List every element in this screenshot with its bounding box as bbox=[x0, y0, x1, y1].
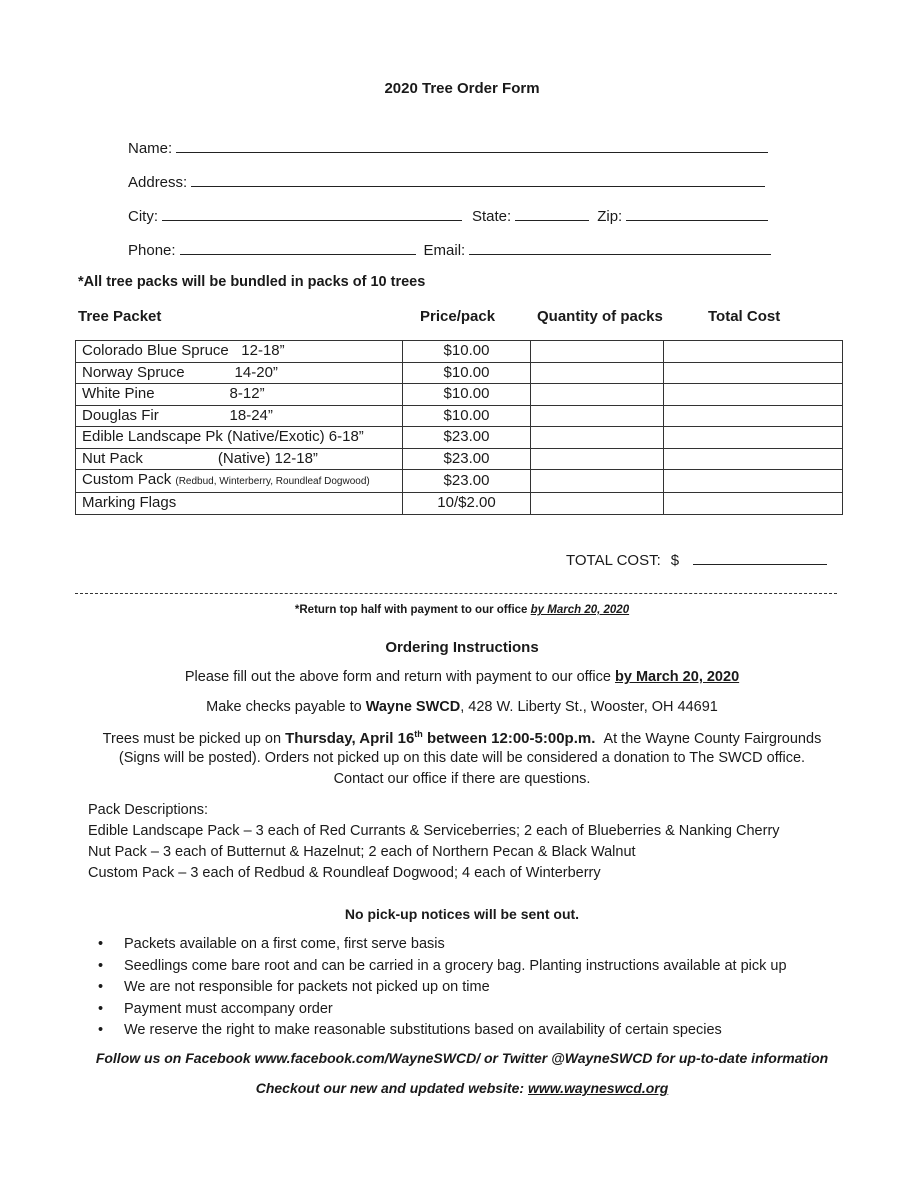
tree-packet-cell: Douglas Fir 18-24” bbox=[76, 405, 403, 427]
pickup-day-text: Thursday, April 16 bbox=[285, 730, 415, 747]
total-cost-cell[interactable] bbox=[664, 341, 843, 363]
price-cell: $10.00 bbox=[403, 362, 531, 384]
pack-descriptions bbox=[88, 800, 780, 884]
pack-description-item: Custom Pack – 3 each of Redbud & Roundleaf Dogwood; 4 each of Winterberry bbox=[88, 865, 601, 881]
website-line bbox=[0, 1080, 924, 1096]
price-cell: $23.00 bbox=[403, 427, 531, 449]
header-total-cost: Total Cost bbox=[708, 308, 781, 325]
ordering-instructions-heading: Ordering Instructions bbox=[385, 639, 539, 656]
total-cost-field[interactable] bbox=[693, 550, 827, 565]
total-cost-cell[interactable] bbox=[664, 493, 843, 515]
ordering-line-2 bbox=[0, 699, 924, 715]
bundle-note: *All tree packs will be bundled in packs of 10 trees bbox=[78, 274, 426, 290]
table-row bbox=[76, 341, 843, 363]
tree-packet-cell: Edible Landscape Pk (Native/Exotic) 6-18” bbox=[76, 427, 403, 449]
ordering-line-2-text: Make checks payable to bbox=[206, 699, 362, 715]
total-cost-label: TOTAL COST: bbox=[566, 552, 661, 569]
address-row bbox=[128, 172, 765, 191]
pickup-location: At the Wayne County Fairgrounds bbox=[603, 731, 822, 747]
total-cost-cell[interactable] bbox=[664, 470, 843, 493]
list-item-text: Seedlings come bare root and can be carried in a grocery bag. Planting instructions available at pick up bbox=[124, 957, 787, 974]
pack-description-item: Edible Landscape Pack – 3 each of Red Currants & Serviceberries; 2 each of Blueberries & Nanking Cherry bbox=[88, 823, 780, 839]
ordering-deadline: by March 20, 2020 bbox=[615, 669, 740, 685]
return-note-date: by March 20, 2020 bbox=[530, 604, 630, 616]
pack-descriptions-heading: Pack Descriptions: bbox=[88, 802, 209, 818]
price-cell: $10.00 bbox=[403, 341, 531, 363]
price-cell: $10.00 bbox=[403, 405, 531, 427]
quantity-cell[interactable] bbox=[531, 341, 664, 363]
table-row bbox=[76, 448, 843, 470]
list-item-text: We are not responsible for packets not picked up on time bbox=[124, 979, 490, 995]
name-row bbox=[128, 138, 768, 157]
city-label: City: bbox=[128, 208, 158, 225]
list-item-text: Payment must accompany order bbox=[124, 1000, 333, 1017]
list-item-text: Packets available on a first come, first serve basis bbox=[124, 936, 445, 952]
return-note bbox=[0, 604, 924, 616]
total-cost-cell[interactable] bbox=[664, 427, 843, 449]
ordering-line-1 bbox=[0, 669, 924, 685]
pickup-time: between 12:00-5:00p.m. bbox=[426, 730, 596, 747]
state-field[interactable] bbox=[515, 206, 589, 221]
tree-packet-name: Custom Pack bbox=[82, 471, 172, 488]
total-cost-currency: $ bbox=[670, 552, 680, 569]
table-row bbox=[76, 362, 843, 384]
bullet-icon: • bbox=[98, 1022, 104, 1038]
list-item bbox=[98, 1020, 787, 1042]
address-field[interactable] bbox=[191, 172, 765, 187]
table-row bbox=[76, 470, 843, 493]
policy-list bbox=[98, 934, 787, 1042]
no-pickup-notice: No pick-up notices will be sent out. bbox=[344, 906, 580, 922]
state-label: State: bbox=[472, 208, 512, 225]
website-text: Checkout our new and updated website: bbox=[255, 1080, 525, 1096]
tree-packet-cell: Colorado Blue Spruce 12-18” bbox=[76, 341, 403, 363]
name-label: Name: bbox=[128, 140, 173, 157]
ordering-line-5: Contact our office if there are questions. bbox=[333, 771, 591, 787]
total-cost-cell[interactable] bbox=[664, 384, 843, 406]
header-tree-packet: Tree Packet bbox=[78, 308, 162, 325]
table-row bbox=[76, 384, 843, 406]
return-note-text: *Return top half with payment to our office bbox=[294, 604, 528, 616]
price-cell: $23.00 bbox=[403, 448, 531, 470]
list-item bbox=[98, 956, 787, 978]
phone-row bbox=[128, 240, 771, 259]
total-cost-cell[interactable] bbox=[664, 362, 843, 384]
email-field[interactable] bbox=[469, 240, 771, 255]
quantity-cell[interactable] bbox=[531, 427, 664, 449]
list-item bbox=[98, 977, 787, 999]
header-price: Price/pack bbox=[420, 308, 496, 325]
price-cell: 10/$2.00 bbox=[403, 493, 531, 515]
quantity-cell[interactable] bbox=[531, 493, 664, 515]
bullet-icon: • bbox=[98, 957, 104, 974]
price-cell: $10.00 bbox=[403, 384, 531, 406]
quantity-cell[interactable] bbox=[531, 384, 664, 406]
quantity-cell[interactable] bbox=[531, 448, 664, 470]
total-cost-cell[interactable] bbox=[664, 448, 843, 470]
city-row bbox=[128, 206, 768, 225]
pickup-day-suffix: th bbox=[414, 729, 423, 739]
list-item-text: We reserve the right to make reasonable substitutions based on availability of certain species bbox=[124, 1022, 722, 1038]
table-row bbox=[76, 405, 843, 427]
table-row bbox=[76, 493, 843, 515]
payee-address: , 428 W. Liberty St., Wooster, OH 44691 bbox=[460, 699, 718, 715]
zip-field[interactable] bbox=[626, 206, 768, 221]
social-follow-line: Follow us on Facebook www.facebook.com/WayneSWCD/ or Twitter @WayneSWCD for up-to-date information bbox=[95, 1050, 829, 1066]
quantity-cell[interactable] bbox=[531, 405, 664, 427]
tree-packet-cell bbox=[76, 470, 403, 493]
email-label: Email: bbox=[423, 242, 466, 259]
website-link[interactable]: www.wayneswcd.org bbox=[527, 1080, 669, 1096]
tree-packet-contents: (Redbud, Winterberry, Roundleaf Dogwood) bbox=[175, 476, 370, 487]
phone-field[interactable] bbox=[180, 240, 416, 255]
phone-label: Phone: bbox=[128, 242, 176, 259]
city-field[interactable] bbox=[162, 206, 462, 221]
pickup-day bbox=[285, 730, 595, 747]
cut-line-divider bbox=[75, 593, 837, 594]
zip-label: Zip: bbox=[597, 208, 623, 225]
form-title: 2020 Tree Order Form bbox=[384, 80, 540, 97]
ordering-line-1-text: Please fill out the above form and return with payment to our office bbox=[184, 669, 611, 685]
total-cost-row bbox=[566, 550, 827, 569]
ordering-line-4: (Signs will be posted). Orders not picked up on this date will be considered a donation to The SWCD office. bbox=[118, 750, 806, 766]
list-item bbox=[98, 999, 787, 1021]
ordering-line-3 bbox=[0, 729, 924, 747]
table-row bbox=[76, 427, 843, 449]
name-field[interactable] bbox=[176, 138, 768, 153]
pickup-text: Trees must be picked up on bbox=[102, 731, 282, 747]
pack-description-item: Nut Pack – 3 each of Butternut & Hazelnut; 2 each of Northern Pecan & Black Walnut bbox=[88, 844, 636, 860]
total-cost-cell[interactable] bbox=[664, 405, 843, 427]
bullet-icon: • bbox=[98, 936, 104, 952]
tree-packet-cell: Nut Pack (Native) 12-18” bbox=[76, 448, 403, 470]
tree-packet-cell: White Pine 8-12” bbox=[76, 384, 403, 406]
payee-name: Wayne SWCD bbox=[365, 699, 461, 715]
header-quantity: Quantity of packs bbox=[537, 308, 663, 325]
bullet-icon: • bbox=[98, 979, 104, 995]
bullet-icon: • bbox=[98, 1000, 104, 1017]
price-cell: $23.00 bbox=[403, 470, 531, 493]
address-label: Address: bbox=[128, 174, 188, 191]
quantity-cell[interactable] bbox=[531, 362, 664, 384]
tree-packet-cell: Norway Spruce 14-20” bbox=[76, 362, 403, 384]
tree-packet-cell: Marking Flags bbox=[76, 493, 403, 515]
quantity-cell[interactable] bbox=[531, 470, 664, 493]
order-table bbox=[75, 340, 843, 515]
list-item bbox=[98, 934, 787, 956]
